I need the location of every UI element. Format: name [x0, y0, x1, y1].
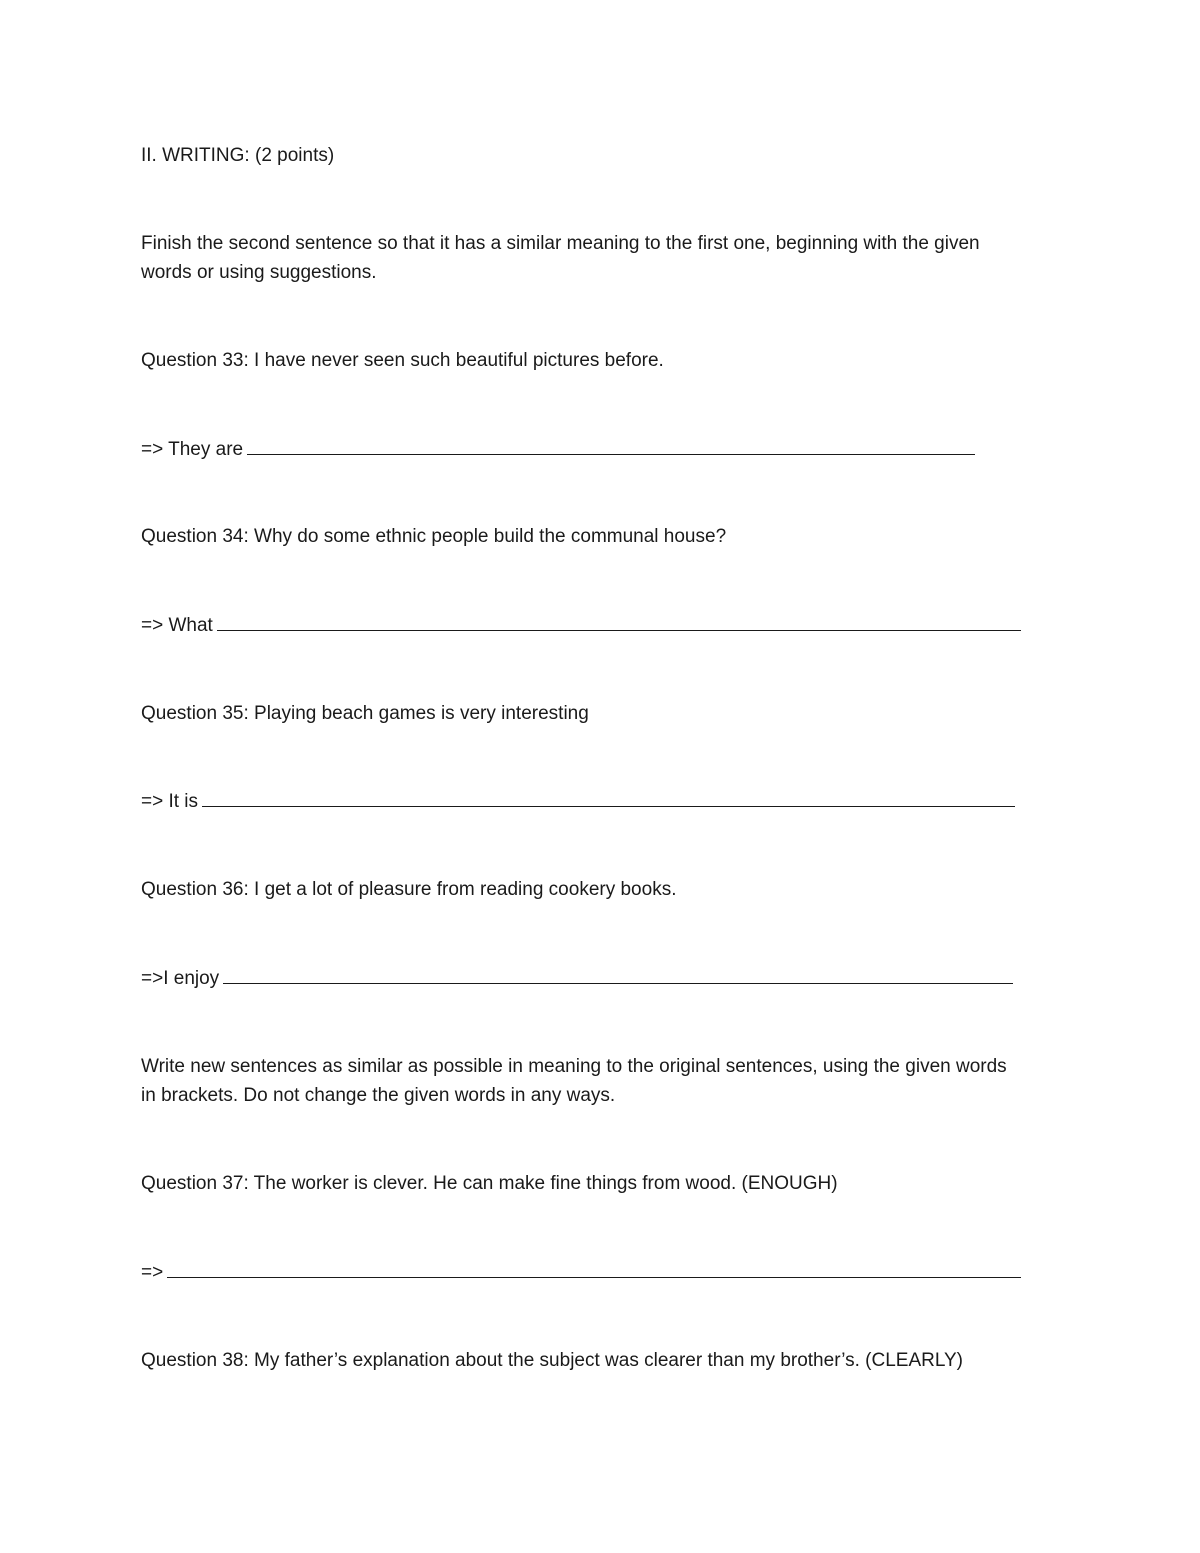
answer-prefix: => What: [141, 615, 213, 636]
question-36-prompt: Question 36: I get a lot of pleasure from reading cookery books.: [141, 879, 677, 900]
question-34-answer: [141, 611, 1021, 640]
question-33-answer: [141, 435, 975, 464]
question-38-prompt: Question 38: My father’s explanation about the subject was clearer than my brother’s. (CLEARLY): [141, 1350, 964, 1371]
instruction-2-line-2: in brackets. Do not change the given words in any ways.: [141, 1085, 616, 1106]
question-33-prompt: Question 33: I have never seen such beautiful pictures before.: [141, 350, 664, 371]
answer-blank[interactable]: [217, 616, 1021, 631]
question-36-answer: [141, 964, 1013, 993]
answer-prefix: =>: [141, 1262, 164, 1283]
answer-blank[interactable]: [202, 792, 1015, 807]
section-heading: II. WRITING: (2 points): [141, 145, 335, 166]
question-35-answer: [141, 787, 1015, 816]
instruction-line-2: words or using suggestions.: [141, 262, 377, 283]
answer-blank[interactable]: [167, 1263, 1021, 1278]
question-37-answer: [141, 1258, 1021, 1287]
instruction-line-1: Finish the second sentence so that it has a similar meaning to the first one, beginning with the given: [141, 233, 980, 254]
answer-prefix: => They are: [141, 439, 244, 460]
answer-prefix: => It is: [141, 791, 199, 812]
question-37-prompt: Question 37: The worker is clever. He can make fine things from wood. (ENOUGH): [141, 1173, 838, 1194]
question-34-prompt: Question 34: Why do some ethnic people build the communal house?: [141, 526, 727, 547]
answer-blank[interactable]: [247, 440, 975, 455]
question-35-prompt: Question 35: Playing beach games is very interesting: [141, 703, 589, 724]
answer-blank[interactable]: [223, 969, 1013, 984]
instruction-2-line-1: Write new sentences as similar as possible in meaning to the original sentences, using the given words: [141, 1056, 1007, 1077]
answer-prefix: =>I enjoy: [141, 968, 220, 989]
